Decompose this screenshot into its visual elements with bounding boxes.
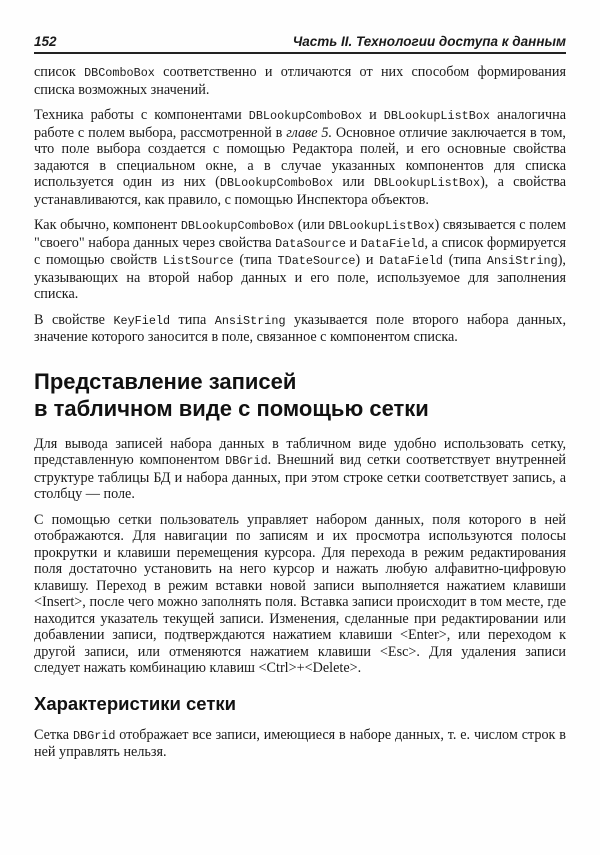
code-term: DataField xyxy=(360,236,425,251)
section-heading xyxy=(34,368,566,422)
text-run: В свойстве xyxy=(34,311,114,328)
code-term: DBGrid xyxy=(225,454,268,468)
text-run: соответственно и отличаются от них способом формирования списка возможных значений. xyxy=(34,64,566,98)
paragraph-6 xyxy=(34,512,566,677)
paragraph-1 xyxy=(34,64,566,98)
text-run: ) и xyxy=(355,252,380,268)
code-term: ListSource xyxy=(162,254,234,268)
text-run: ), указывающих на второй набор данных и его поле, используемое для заполнения списка. xyxy=(34,252,566,302)
text-run: (типа xyxy=(233,252,278,268)
text-run: аналогична работе с полем выбора, рассмотренной в xyxy=(34,107,567,141)
paragraph-2 xyxy=(34,107,566,208)
code-term: DataField xyxy=(379,254,443,268)
chapter-reference: главе 5. xyxy=(286,124,333,141)
text-run: и xyxy=(345,234,361,251)
text-run: ) связывается с полем "своего" набора данных через свойства xyxy=(34,217,566,251)
paragraph-4 xyxy=(34,312,566,346)
section-heading-line-1: Представление записей xyxy=(34,368,297,394)
code-term: AnsiString xyxy=(214,313,286,328)
paragraph-7 xyxy=(34,727,566,761)
text-run: список xyxy=(34,64,85,80)
code-term: DBLookupComboBox xyxy=(248,109,363,123)
text-run: Основное отличие заключается в том, что поле выбора создается с помощью Редактора полей, и его основные свойства задаются в специальном окне, а в случае указанных компонентов для списка используется один из них ( xyxy=(34,124,566,190)
text-run: (типа xyxy=(442,252,487,268)
section-heading-line-2: в табличном виде с помощью сетки xyxy=(34,395,429,421)
text-run: С помощью сетки пользователь управляет набором данных, поля которого в ней отображаются. Для навигации по записям и их просмотра используются полосы прокрутки и клавиши перемещения курсора. Для перехода в режим редактирования поля достаточно установить на него курсор и нажать любую алфавитно-цифровую клавишу. Переход в режим вставки новой записи выполняется нажатием клавиши <Insert>, после чего можно заполнять поля. Вставка записи происходит в том месте, где находится указатель текущей записи. Изменения, сделанные при редактировании или добавлении записи, подтверждаются нажатием клавиши <Enter>, или переходом к другой записи, или отменяются нажатием клавиши <Esc>. Для удаления записи следует нажать комбинацию клавиш <Ctrl>+<Delete>. xyxy=(34,511,566,676)
code-term: KeyField xyxy=(113,313,171,328)
code-term: DataSource xyxy=(275,236,346,251)
text-run: типа xyxy=(170,311,215,328)
code-term: DBGrid xyxy=(72,728,116,743)
code-term: TDateSource xyxy=(277,254,356,268)
text-run: (или xyxy=(294,217,329,233)
text-run: ), а свойства устанавливаются, как правило, с помощью Инспектора объектов. xyxy=(34,174,566,208)
running-title: Часть II. Технологии доступа к данным xyxy=(292,34,566,49)
text-run: отображает все записи, имеющиеся в наборе данных, т. е. числом строк в ней управлять нельзя. xyxy=(34,726,566,760)
code-term: DBComboBox xyxy=(84,66,155,80)
running-header xyxy=(34,30,566,54)
code-term: AnsiString xyxy=(486,254,558,268)
code-term: DBLookupComboBox xyxy=(219,176,334,190)
text-run: Для вывода записей набора данных в табличном виде удобно использовать сетку, представленную компонентом xyxy=(34,435,566,468)
page-number: 152 xyxy=(34,34,57,49)
text-run: и xyxy=(362,107,384,123)
code-term: DBLookupListBox xyxy=(328,219,435,233)
text-run: , а список формируется с помощью свойств xyxy=(34,234,566,268)
paragraph-3 xyxy=(34,217,566,303)
page-body xyxy=(34,64,566,770)
text-run: Как обычно, компонент xyxy=(34,217,181,233)
code-term: DBLookupListBox xyxy=(383,109,490,123)
subsection-heading: Характеристики сетки xyxy=(34,692,237,714)
paragraph-5 xyxy=(34,436,566,503)
text-run: Техника работы с компонентами xyxy=(34,107,249,123)
text-run: или xyxy=(333,174,374,190)
text-run: указывается поле второго набора данных, значение которого заносится в поле, связанное с компонентом списка. xyxy=(34,311,566,345)
code-term: DBLookupListBox xyxy=(373,176,481,190)
text-run: . Внешний вид сетки соответствует внутренней структуре таблицы БД и набора данных, при этом строке сетки соответствует запись, а столбцу — поле. xyxy=(34,452,566,502)
text-run: Сетка xyxy=(34,726,73,743)
code-term: DBLookupComboBox xyxy=(180,219,295,233)
